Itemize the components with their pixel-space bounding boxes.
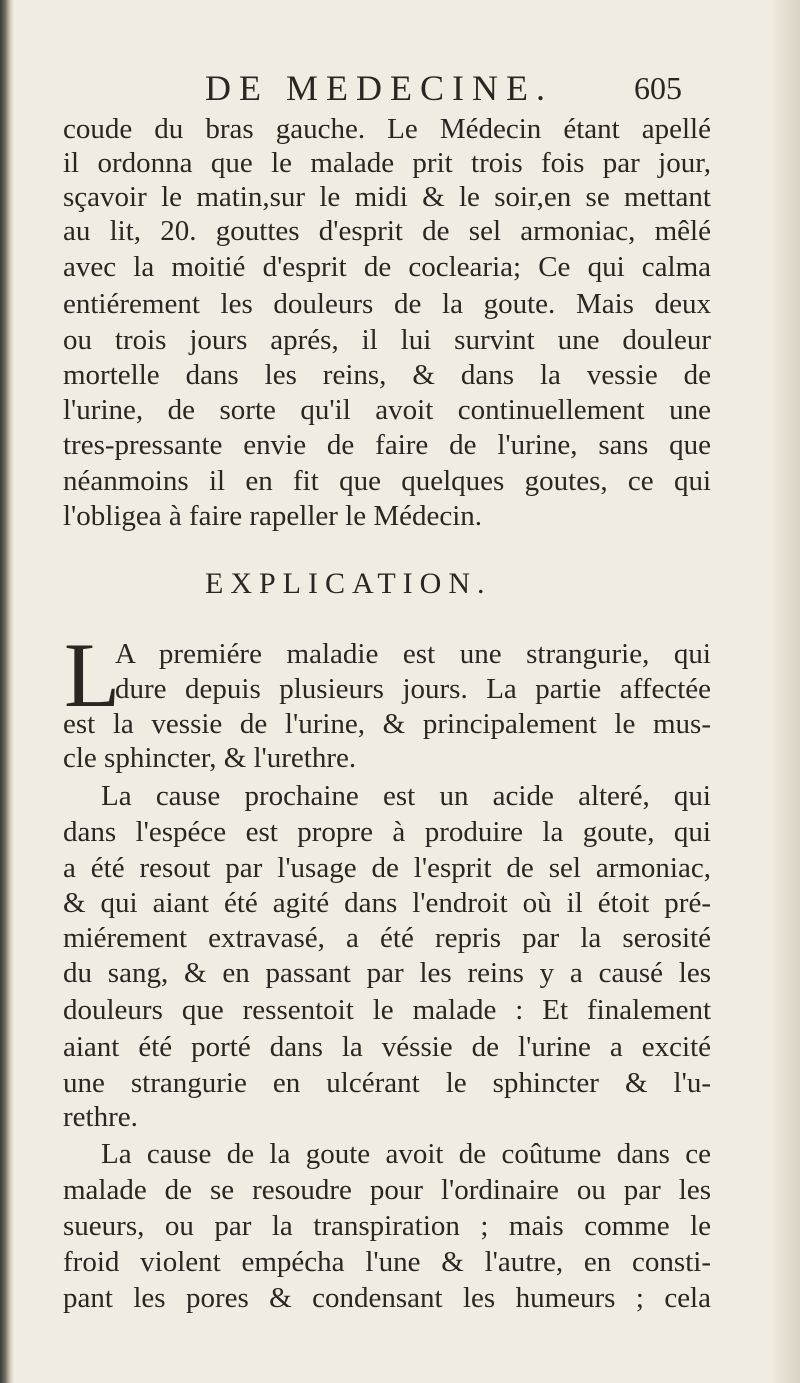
text-line: A premiére maladie est une strangurie, qui xyxy=(115,638,711,670)
text-line: avec la moitié d'esprit de coclearia; Ce qui calma xyxy=(63,251,711,283)
text-line: l'urine, de sorte qu'il avoit continuellement une xyxy=(63,394,711,426)
text-line: il ordonna que le malade prit trois fois par jour, xyxy=(63,147,711,179)
text-line: douleurs que ressentoit le malade : Et finalement xyxy=(63,994,711,1026)
text-line: entiérement les douleurs de la goute. Mais deux xyxy=(63,288,711,320)
text-line: tres-pressante envie de faire de l'urine, sans que xyxy=(63,429,711,461)
section-heading: EXPLICATION. xyxy=(205,567,492,600)
binding-edge xyxy=(0,0,14,1383)
text-line: miérement extravasé, a été repris par la serosité xyxy=(63,922,711,954)
text-line: sçavoir le matin,sur le midi & le soir,en se mettant xyxy=(63,181,711,213)
text-line: & qui aiant été agité dans l'endroit où il étoit pré- xyxy=(63,887,711,919)
text-line: mortelle dans les reins, & dans la vessie de xyxy=(63,359,711,391)
text-line: sueurs, ou par la transpiration ; mais comme le xyxy=(63,1210,711,1242)
text-line: néanmoins il en fit que quelques goutes, ce qui xyxy=(63,465,711,497)
text-line: pant les pores & condensant les humeurs ; cela xyxy=(63,1282,711,1314)
text-line: du sang, & en passant par les reins y a causé les xyxy=(63,957,711,989)
text-line: ou trois jours aprés, il lui survint une douleur xyxy=(63,324,711,356)
drop-cap: L xyxy=(64,624,121,726)
text-line: coude du bras gauche. Le Médecin étant apellé xyxy=(63,113,711,145)
text-line: dans l'espéce est propre à produire la goute, qui xyxy=(63,816,711,848)
text-line: La cause de la goute avoit de coûtume dans ce xyxy=(101,1138,711,1170)
text-line: malade de se resoudre pour l'ordinaire ou par les xyxy=(63,1174,711,1206)
text-line: a été resout par l'usage de l'esprit de sel armoniac, xyxy=(63,852,711,884)
text-line: l'obligea à faire rapeller le Médecin. xyxy=(63,500,483,532)
text-line: rethre. xyxy=(63,1101,138,1133)
running-title: DE MEDECINE. xyxy=(205,68,553,108)
text-line: une strangurie en ulcérant le sphincter & l'u- xyxy=(63,1067,711,1099)
text-line: La cause prochaine est un acide alteré, qui xyxy=(101,780,711,812)
text-line: froid violent empécha l'une & l'autre, en consti- xyxy=(63,1246,711,1278)
page-number: 605 xyxy=(634,70,682,106)
text-line: dure depuis plusieurs jours. La partie affectée xyxy=(115,673,711,705)
text-line: aiant été porté dans la véssie de l'urine a excité xyxy=(63,1031,711,1063)
text-line: au lit, 20. gouttes d'esprit de sel armoniac, mêlé xyxy=(63,215,711,247)
page-edge-shadow xyxy=(770,0,800,1383)
text-line: est la vessie de l'urine, & principalement le mus- xyxy=(63,708,711,740)
text-line: cle sphincter, & l'urethre. xyxy=(63,742,357,774)
